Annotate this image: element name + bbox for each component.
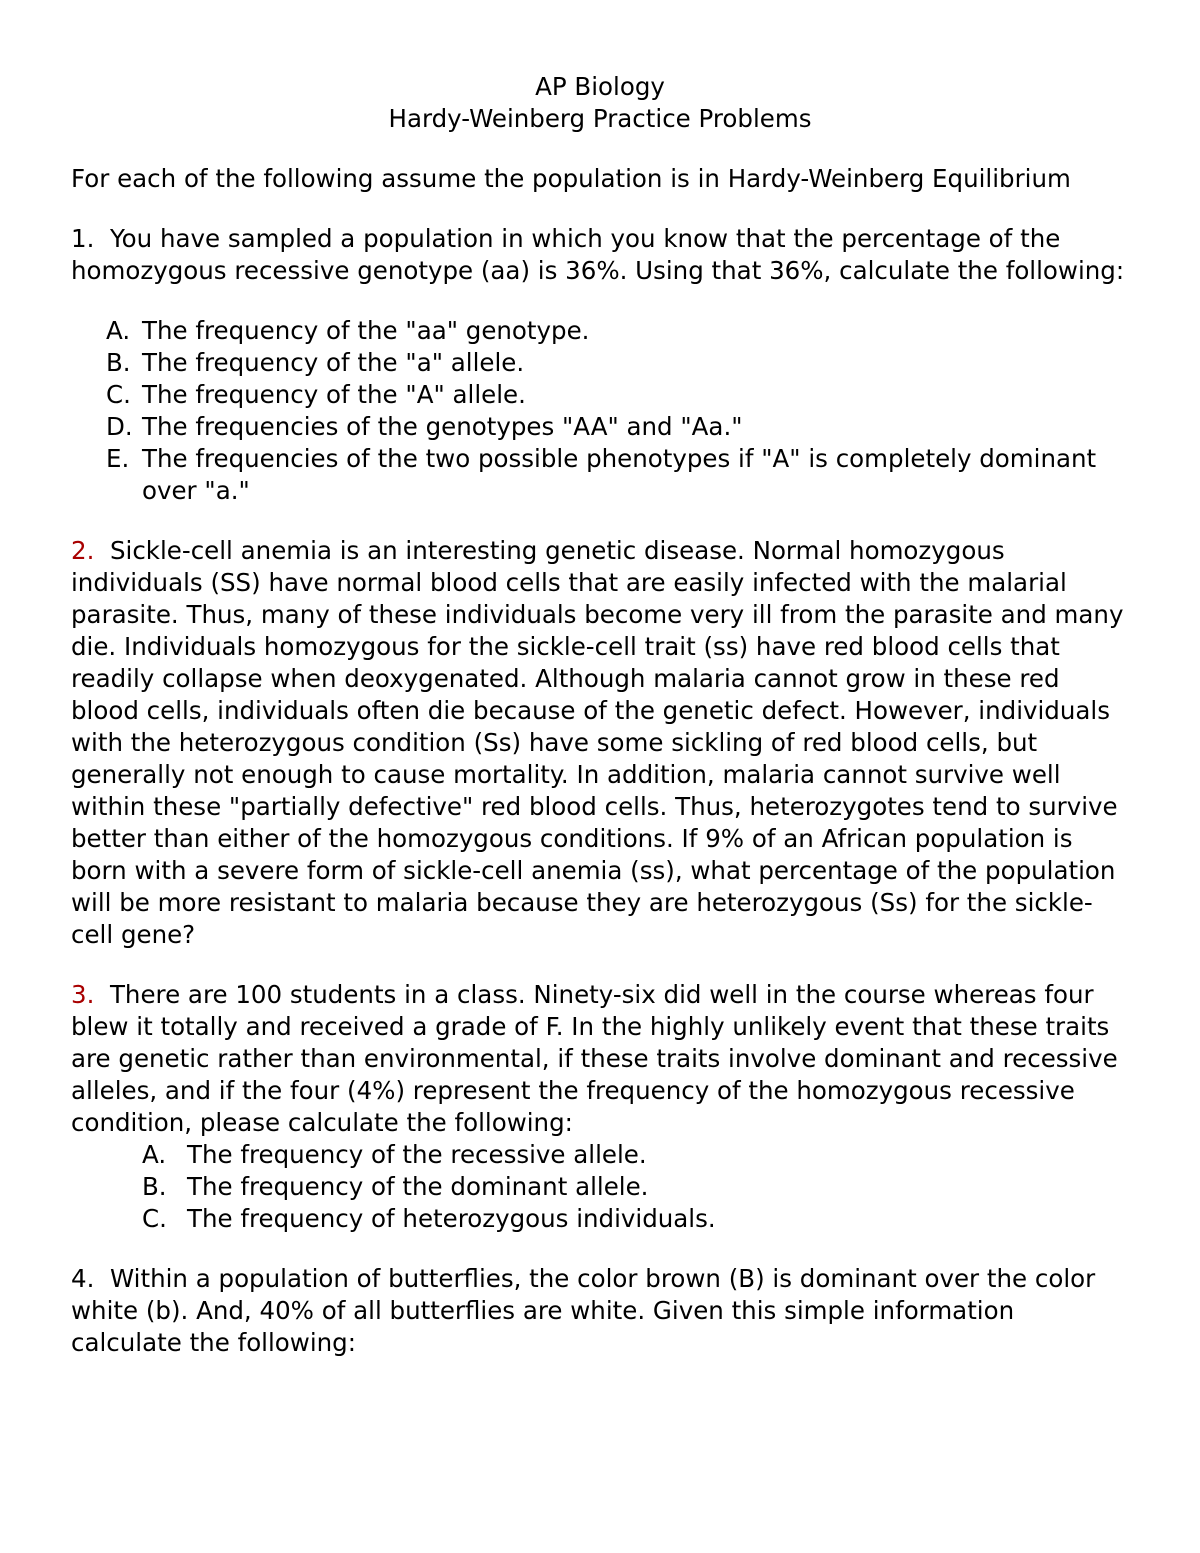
worksheet-title: Hardy-Weinberg Practice Problems xyxy=(388,104,812,133)
problem-3 xyxy=(71,979,1131,1139)
problem-1-item-e: E. The frequencies of the two possible phenotypes if "A" is completely dominant over "a." xyxy=(106,444,1097,505)
problem-1-item-a: A. The frequency of the "aa" genotype. xyxy=(106,316,590,345)
problem-3-item-b: B. The frequency of the dominant allele. xyxy=(142,1172,649,1201)
problem-1 xyxy=(71,223,1131,287)
instructions: For each of the following assume the population is in Hardy-Weinberg Equilibrium xyxy=(71,164,1071,193)
problem-3-item-c: C. The frequency of heterozygous individuals. xyxy=(142,1204,716,1233)
problem-3-subquestions xyxy=(71,1139,1131,1235)
problem-1-item-b: B. The frequency of the "a" allele. xyxy=(106,348,525,377)
course-title: AP Biology xyxy=(535,72,665,101)
problem-2 xyxy=(71,535,1131,951)
problem-1-number: 1. xyxy=(71,224,95,253)
problem-4-number: 4. xyxy=(71,1264,95,1293)
problem-1-subquestions xyxy=(71,315,1131,507)
problem-1-item-c: C. The frequency of the "A" allele. xyxy=(106,380,526,409)
problem-4 xyxy=(71,1263,1131,1359)
problem-2-number: 2. xyxy=(71,536,95,565)
document-header xyxy=(70,71,1130,135)
problem-3-item-a: A. The frequency of the recessive allele. xyxy=(142,1140,647,1169)
problem-3-number: 3. xyxy=(71,980,95,1009)
problem-3-text: There are 100 students in a class. Ninety-six did well in the course whereas four blew it totally and received a grade of F. In the highly unlikely event that these traits are genetic rather than environmental, if these traits involve dominant and recessive alleles, and if the four (4%) represent the frequency of the homozygous recessive condition, please calculate the following: xyxy=(71,980,1118,1137)
problem-4-text: Within a population of butterflies, the color brown (B) is dominant over the color white (b). And, 40% of all butterflies are white. Given this simple information calculate the following: xyxy=(71,1264,1096,1357)
problem-2-text: Sickle-cell anemia is an interesting genetic disease. Normal homozygous individuals (SS) have normal blood cells that are easily infected with the malarial parasite. Thus, many of these individuals become very ill from the parasite and many die. Individuals homozygous for the sickle-cell trait (ss) have red blood cells that readily collapse when deoxygenated. Although malaria cannot grow in these red blood cells, individuals often die because of the genetic defect. However, individuals with the heterozygous condition (Ss) have some sickling of red blood cells, but generally not enough to cause mortality. In addition, malaria cannot survive well within these "partially defective" red blood cells. Thus, heterozygotes tend to survive better than either of the homozygous conditions. If 9% of an African population is born with a severe form of sickle-cell anemia (ss), what percentage of the population will be more resistant to malaria because they are heterozygous (Ss) for the sickle-cell gene? xyxy=(71,536,1124,949)
document-page xyxy=(71,71,1131,1359)
problem-1-text: You have sampled a population in which you know that the percentage of the homozygous recessive genotype (aa) is 36%. Using that 36%, calculate the following: xyxy=(71,224,1125,285)
problem-1-item-d: D. The frequencies of the genotypes "AA" and "Aa." xyxy=(106,412,743,441)
